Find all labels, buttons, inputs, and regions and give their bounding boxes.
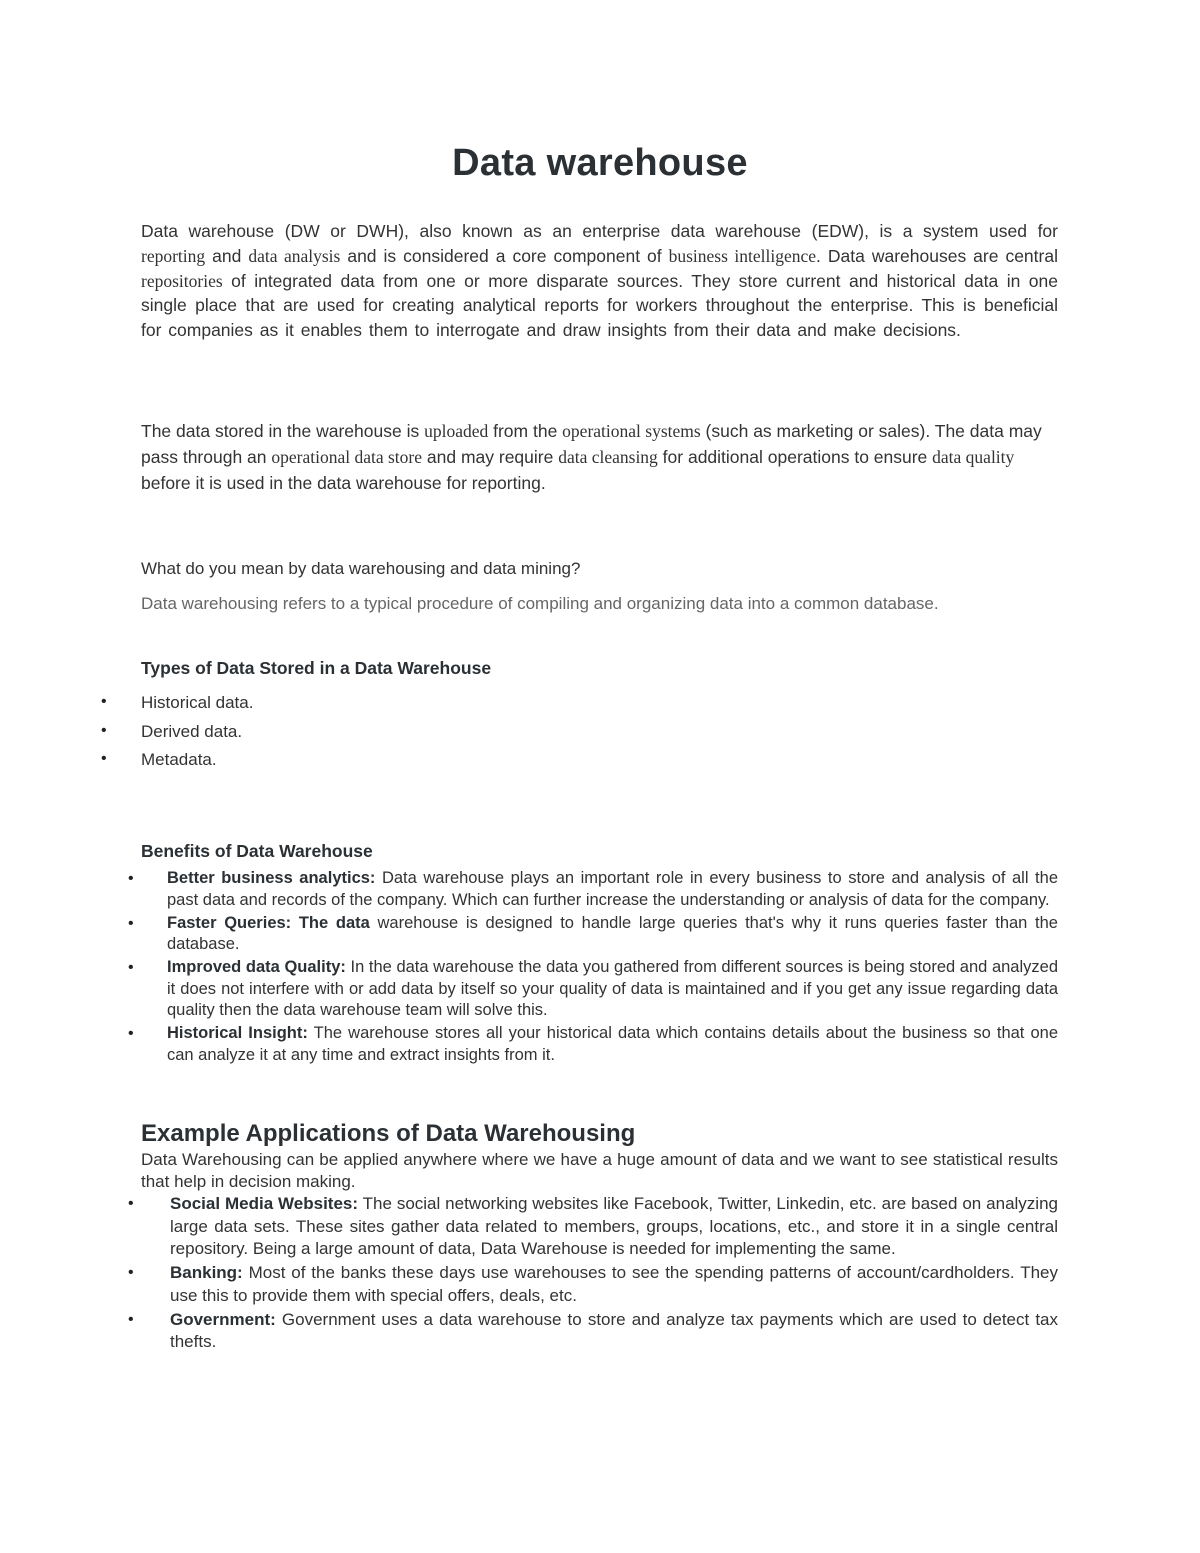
stored-data-paragraph [141, 418, 1058, 496]
bullet-icon: • [101, 750, 107, 767]
list-item [0, 868, 1200, 911]
list-item-text: Metadata. [141, 750, 217, 769]
link-reporting[interactable]: reporting [141, 245, 206, 266]
types-heading: Types of Data Stored in a Data Warehouse [141, 658, 492, 678]
list-item-body: In the data warehouse the data you gathered from different sources is being stored and analyzed it does not interfere with or add data by itself so your quality of data is maintained and if you get any issue regarding data quality then the data warehouse team will solve this. [167, 958, 1058, 1019]
bullet-icon: • [128, 1195, 134, 1212]
list-item-body: Data warehouse plays an important role in every business to store and analysis of all the past data and records of the company. Which can further increase the understanding or analysis of data for the company. [167, 869, 1058, 909]
bullet-icon: • [128, 1025, 134, 1042]
bullet-icon: • [128, 1264, 134, 1281]
stored-text-3: (such as marketing or sales). The data may pass through an [141, 421, 1042, 467]
list-item [0, 1023, 1200, 1066]
bullet-icon: • [128, 870, 134, 887]
stored-text-5: for additional operations to ensure [657, 447, 933, 467]
link-operational-systems[interactable]: operational systems [562, 421, 701, 441]
example-intro: Data Warehousing can be applied anywhere where we have a huge amount of data and we want to see statistical results that help in decision making. [141, 1150, 1058, 1191]
list-item [0, 1262, 1200, 1307]
list-item-body: The social networking websites like Facebook, Twitter, Linkedin, etc. are based on analyzing large data sets. These sites gather data related to members, groups, locations, etc., and store it in a single central repository. Being a large amount of data, Data Warehouse is needed for implementing the same. [170, 1194, 1058, 1258]
list-item [0, 1309, 1200, 1354]
list-item-body: warehouse is designed to handle large queries that's why it runs queries faster than the database. [167, 913, 1058, 953]
list-item [0, 913, 1200, 956]
bullet-icon: • [128, 914, 134, 932]
link-data-cleansing[interactable]: data cleansing [558, 447, 658, 467]
stored-text-1: The data stored in the warehouse is [141, 421, 425, 441]
list-item-label: Banking: [170, 1263, 243, 1282]
list-item-text: Derived data. [141, 721, 243, 741]
list-item-body: The warehouse stores all your historical data which contains details about the business so that one can analyze it at any time and extract insights from it. [167, 1024, 1058, 1064]
example-heading: Example Applications of Data Warehousing [141, 1120, 636, 1147]
applications-list [0, 1193, 1200, 1355]
link-operational-data-store[interactable]: operational data store [271, 447, 423, 467]
list-item-text [167, 957, 1058, 1022]
intro-paragraph [141, 219, 1058, 343]
intro-text-1: Data warehouse (DW or DWH), also known as an enterprise data warehouse (EDW), is a system used for [141, 221, 1058, 241]
benefits-heading: Benefits of Data Warehouse [141, 841, 373, 861]
list-item [0, 1193, 1200, 1261]
link-business-intelligence[interactable]: business intelligence [668, 245, 817, 266]
list-item-label: Government: [170, 1309, 276, 1329]
intro-text-3: and is considered a core component of [340, 245, 669, 266]
answer-text: Data warehousing refers to a typical procedure of compiling and organizing data into a common database. [141, 594, 939, 613]
list-item-body: Most of the banks these days use warehouses to see the spending patterns of account/cardholders. They use this to provide them with special offers, deals, etc. [170, 1263, 1058, 1305]
list-item-label: Improved data Quality: [167, 958, 346, 976]
list-item-text [167, 868, 1058, 911]
bullet-icon: • [128, 959, 134, 976]
intro-text-4: . Data warehouses are central [816, 245, 1058, 266]
list-item-text: Historical data. [141, 693, 254, 712]
stored-text-4: and may require [422, 447, 559, 467]
list-item-label: Social Media Websites: [170, 1194, 359, 1213]
list-item [0, 957, 1200, 1022]
stored-text-2: from the [488, 421, 563, 441]
bullet-icon: • [101, 721, 107, 739]
link-repositories[interactable]: repositories [141, 270, 223, 291]
list-item-text [170, 1309, 1058, 1354]
benefits-list [0, 868, 1200, 1068]
intro-text-5: of integrated data from one or more disparate sources. They store current and historical data in one single place that are used for creating analytical reports for workers throughout the enterprise. This is beneficial for companies as it enables them to interrogate and draw insights from their data and make decisions. [141, 270, 1058, 341]
list-item-text [167, 913, 1058, 956]
list-item-body: Government uses a data warehouse to store and analyze tax payments which are used to detect tax thefts. [170, 1309, 1058, 1351]
link-data-quality[interactable]: data quality [932, 447, 1015, 467]
link-data-analysis[interactable]: data analysis [248, 245, 341, 266]
question-text: What do you mean by data warehousing and data mining? [141, 559, 581, 578]
bullet-icon: • [101, 693, 107, 710]
page-title: Data warehouse [452, 142, 748, 184]
list-item-label: Faster Queries: The data [167, 913, 370, 932]
list-item-text [170, 1193, 1058, 1261]
bullet-icon: • [128, 1310, 134, 1328]
link-uploaded[interactable]: uploaded [424, 421, 489, 441]
intro-text-2: and [205, 245, 249, 266]
list-item-text [167, 1023, 1058, 1066]
list-item-text [170, 1262, 1058, 1307]
list-item-label: Better business analytics: [167, 869, 376, 887]
list-item-label: Historical Insight: [167, 1024, 308, 1042]
stored-text-6: before it is used in the data warehouse for reporting. [141, 473, 546, 493]
